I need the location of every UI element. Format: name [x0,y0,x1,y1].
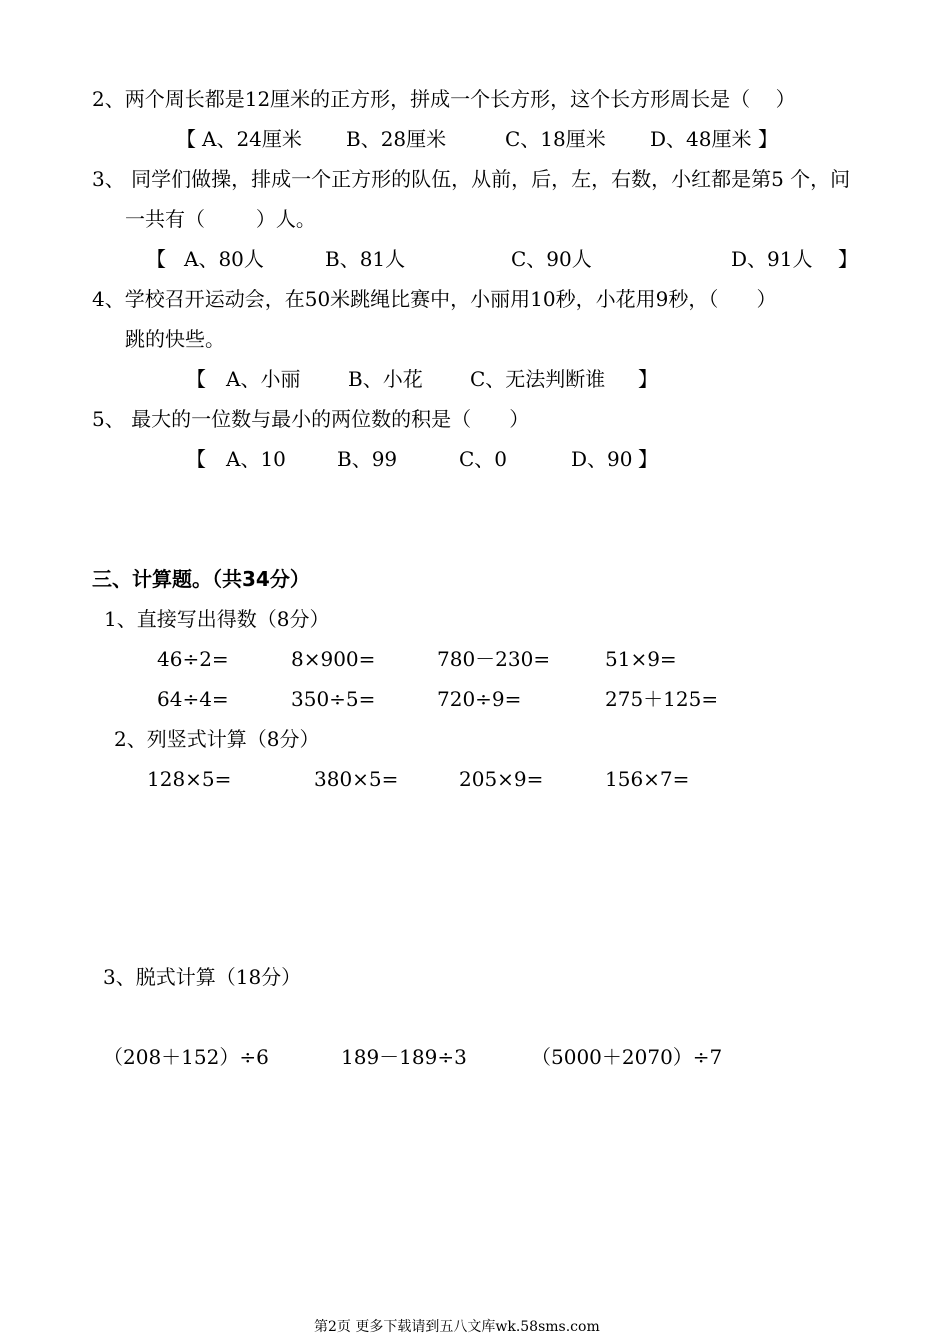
option-d: D、91人 [731,247,813,271]
option-c: C、90人 [511,247,592,271]
option-a: A、10 [226,447,286,471]
expression: 46÷2= [157,647,229,671]
question-4-stem-line2: 跳的快些。 [125,327,225,351]
expression: 189－189÷3 [341,1045,467,1069]
option-bracket-open: 【 [176,127,196,151]
option-b: B、小花 [348,367,423,391]
option-bracket-open: 【 [186,367,206,391]
option-c: C、18厘米 [505,127,606,151]
section-heading: 三、计算题。（共34分） [92,567,310,591]
expression: 380×5= [314,767,399,791]
option-bracket-open: 【 [186,447,206,471]
option-bracket-close: 】 [638,447,658,471]
question-2-stem: 2、两个周长都是12厘米的正方形，拼成一个长方形，这个长方形周长是（ ） [92,87,796,111]
expression: 51×9= [605,647,677,671]
option-c: C、0 [459,447,508,471]
question-5-stem: 5、 最大的一位数与最小的两位数的积是（ ） [92,407,530,431]
expression: 8×900= [291,647,376,671]
expression: 780－230= [437,647,551,671]
question-4-stem-line1: 4、学校召开运动会，在50米跳绳比赛中，小丽用10秒，小花用9秒，（ ） [92,287,777,311]
option-bracket-close: 】 [638,367,658,391]
option-a: A、小丽 [226,367,301,391]
option-d: D、48厘米 [650,127,752,151]
question-3-stem-line1: 3、 同学们做操，排成一个正方形的队伍，从前，后，左，右数，小红都是第5 个，问 [92,167,851,191]
expression: 275＋125= [605,687,719,711]
expression: 156×7= [605,767,690,791]
part-3-title: 3、脱式计算（18分） [103,965,302,989]
expression: 128×5= [147,767,232,791]
expression: 64÷4= [157,687,229,711]
option-b: B、81人 [325,247,406,271]
expression: 350÷5= [291,687,376,711]
option-bracket-close: 】 [838,247,858,271]
part-1-title: 1、直接写出得数（8分） [104,607,330,631]
option-bracket-close: 】 [758,127,778,151]
expression: 720÷9= [437,687,522,711]
option-a: A、80人 [184,247,264,271]
expression: （5000＋2070）÷7 [531,1045,723,1069]
option-a: A、24厘米 [202,127,302,151]
option-d: D、90 [571,447,633,471]
option-c: C、无法判断谁 [470,367,606,391]
page-footer: 第2页 更多下载请到五八文库wk.58sms.com [314,1319,600,1335]
option-bracket-open: 【 [146,247,166,271]
option-b: B、28厘米 [346,127,447,151]
option-b: B、99 [337,447,398,471]
expression: （208＋152）÷6 [103,1045,269,1069]
expression: 205×9= [459,767,544,791]
question-3-stem-line2: 一共有（ ）人。 [125,207,316,231]
part-2-title: 2、列竖式计算（8分） [114,727,320,751]
